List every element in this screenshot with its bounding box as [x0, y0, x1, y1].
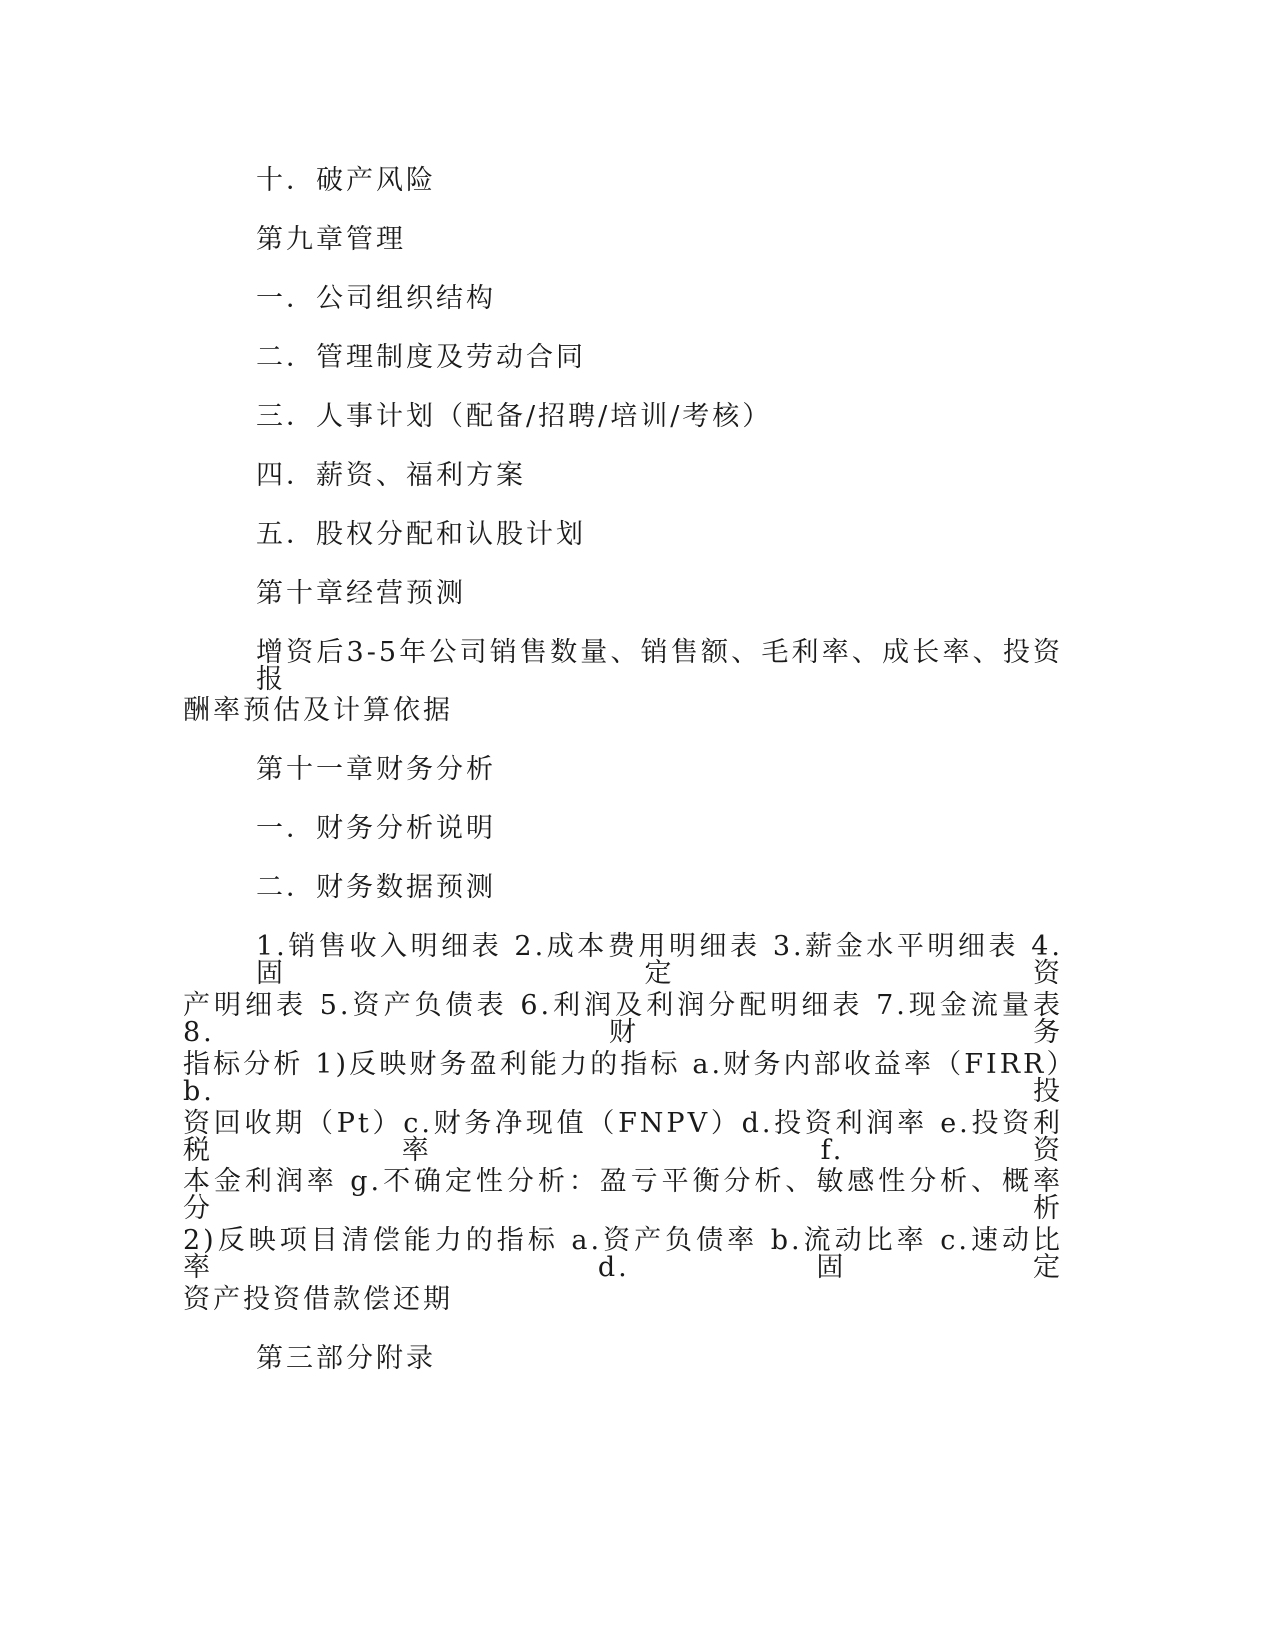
financial-paragraph-line-7: 资产投资借款偿还期: [183, 1284, 453, 1315]
item-financial-analysis-notes: 一．财务分析说明: [256, 813, 496, 844]
financial-paragraph-line-2: 产明细表 5.资产负债表 6.利润及利润分配明细表 7.现金流量表 8.财务: [183, 990, 1063, 1048]
chapter-9-title: 第九章管理: [256, 224, 406, 255]
financial-paragraph-line-5: 本金利润率 g.不确定性分析：盈亏平衡分析、敏感性分析、概率分析: [183, 1166, 1063, 1224]
financial-paragraph-line-3: 指标分析 1)反映财务盈利能力的指标 a.财务内部收益率（FIRR）b.投: [183, 1049, 1063, 1107]
item-equity-plan: 五．股权分配和认股计划: [256, 519, 586, 550]
forecast-paragraph-line-2: 酬率预估及计算依据: [183, 695, 453, 726]
financial-paragraph-line-4: 资回收期（Pt）c.财务净现值（FNPV）d.投资利润率 e.投资利税率 f.资: [183, 1108, 1063, 1166]
item-salary-benefits: 四．薪资、福利方案: [256, 460, 526, 491]
item-org-structure: 一．公司组织结构: [256, 283, 496, 314]
part-3-appendix-title: 第三部分附录: [256, 1343, 436, 1374]
financial-paragraph-line-6: 2)反映项目清偿能力的指标 a.资产负债率 b.流动比率 c.速动比率 d.固定: [183, 1225, 1063, 1283]
item-hr-plan: 三．人事计划（配备/招聘/培训/考核）: [256, 401, 773, 432]
chapter-10-title: 第十章经营预测: [256, 578, 466, 609]
forecast-paragraph-line-1: 增资后3-5年公司销售数量、销售额、毛利率、成长率、投资报: [256, 637, 1063, 695]
item-financial-forecast: 二．财务数据预测: [256, 872, 496, 903]
heading-bankruptcy-risk: 十．破产风险: [256, 165, 436, 196]
item-management-system: 二．管理制度及劳动合同: [256, 342, 586, 373]
chapter-11-title: 第十一章财务分析: [256, 754, 496, 785]
financial-paragraph-line-1: 1.销售收入明细表 2.成本费用明细表 3.薪金水平明细表 4.固定资: [256, 931, 1063, 989]
